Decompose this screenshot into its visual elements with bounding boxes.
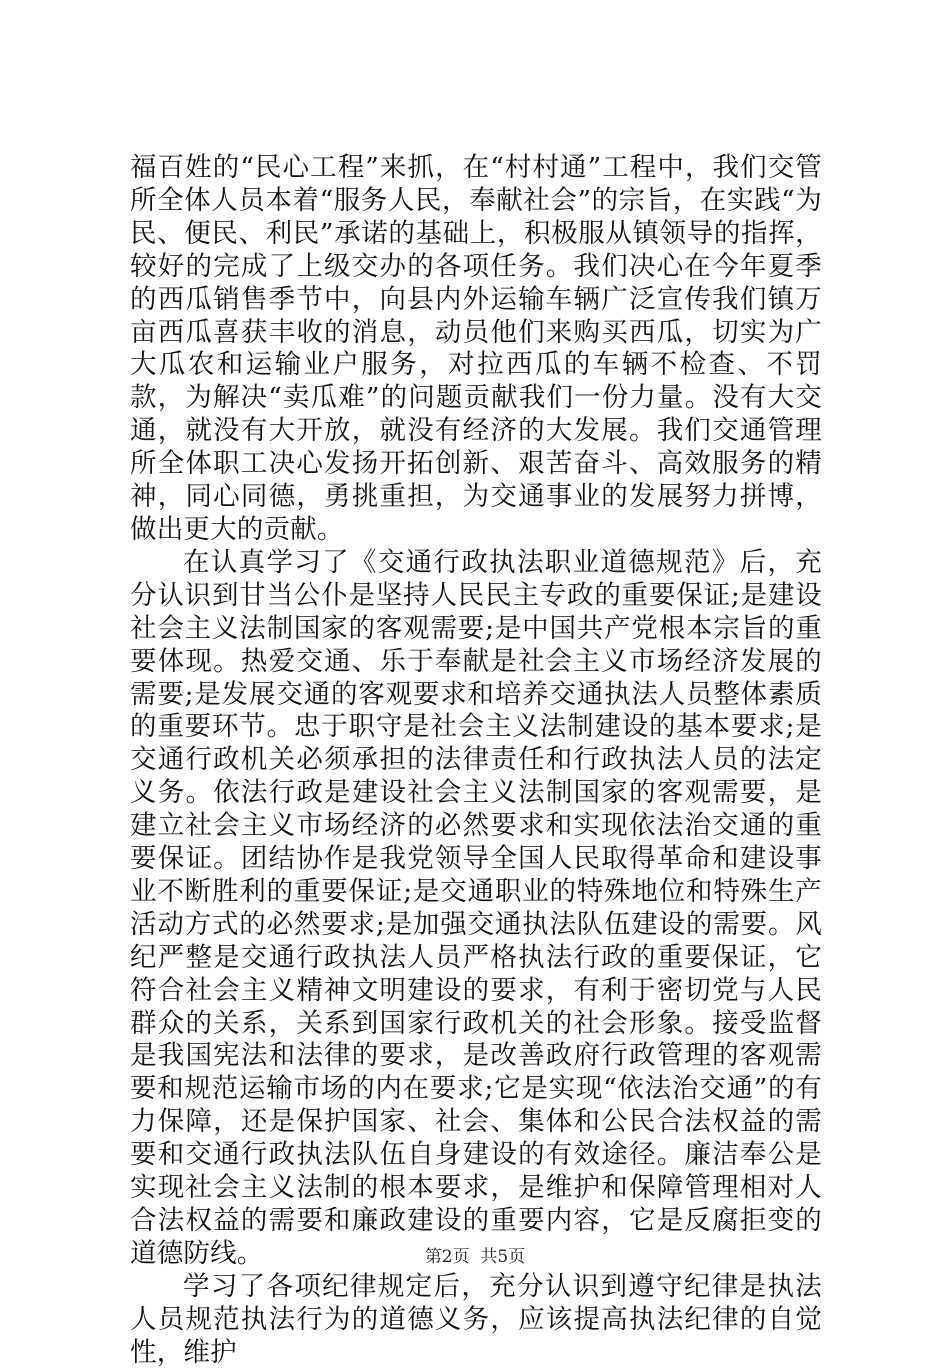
paragraph-continued: 福百姓的“民心工程”来抓，在“村村通”工程中，我们交管所全体人员本着“服务人民，奉献社会”的宗旨，在实践“为民、便民、利民”承诺的基础上，积极服从镇领导的指挥，较好的完成了上级交办的各项任务。我们决心在今年夏季的西瓜销售季节中，向县内外运输车辆广泛宣传我们镇万亩西瓜喜获丰收的消息，动员他们来购买西瓜，切实为广大瓜农和运输业户服务，对拉西瓜的车辆不检查、不罚款，为解决“卖瓜难”的问题贡献我们一份力量。没有大交通，就没有大开放，就没有经济的大发展。我们交通管理所全体职工决心发扬开拓创新、艰苦奋斗、高效服务的精神，同心同德，勇挑重担，为交通事业的发展努力拼博，做出更大的贡献。 xyxy=(130,152,822,545)
page-number-footer: 第2页 共5页 xyxy=(424,1247,526,1267)
document-body xyxy=(130,152,822,1370)
paragraph-ethics-code: 在认真学习了《交通行政执法职业道德规范》后，充分认识到甘当公仆是坚持人民民主专政的重要保证;是建设社会主义法制国家的客观需要;是中国共产党根本宗旨的重要体现。热爱交通、乐于奉献是社会主义市场经济发展的需要;是发展交通的客观要求和培养交通执法人员整体素质的重要环节。忠于职守是社会主义法制建设的基本要求;是交通行政机关必须承担的法律责任和行政执法人员的法定义务。依法行政是建设社会主义法制国家的客观需要，是建立社会主义市场经济的必然要求和实现依法治交通的重要保证。团结协作是我党领导全国人民取得革命和建设事业不断胜利的重要保证;是交通职业的特殊地位和特殊生产活动方式的必然要求;是加强交通执法队伍建设的需要。风纪严整是交通行政执法人员严格执法行政的重要保证，它符合社会主义精神文明建设的要求，有利于密切党与人民群众的关系，关系到国家行政机关的社会形象。接受监督是我国宪法和法律的要求，是改善政府行政管理的客观需要和规范运输市场的内在要求;它是实现“依法治交通”的有力保障，还是保护国家、社会、集体和公民合法权益的需要和交通行政执法队伍自身建设的有效途径。廉洁奉公是实现社会主义法制的根本要求，是维护和保障管理相对人合法权益的需要和廉政建设的重要内容，它是反腐拒变的道德防线。 xyxy=(130,546,822,1269)
paragraph-discipline: 学习了各项纪律规定后，充分认识到遵守纪律是执法人员规范执法行为的道德义务，应该提高执法纪律的自觉性，维护 xyxy=(130,1270,822,1368)
